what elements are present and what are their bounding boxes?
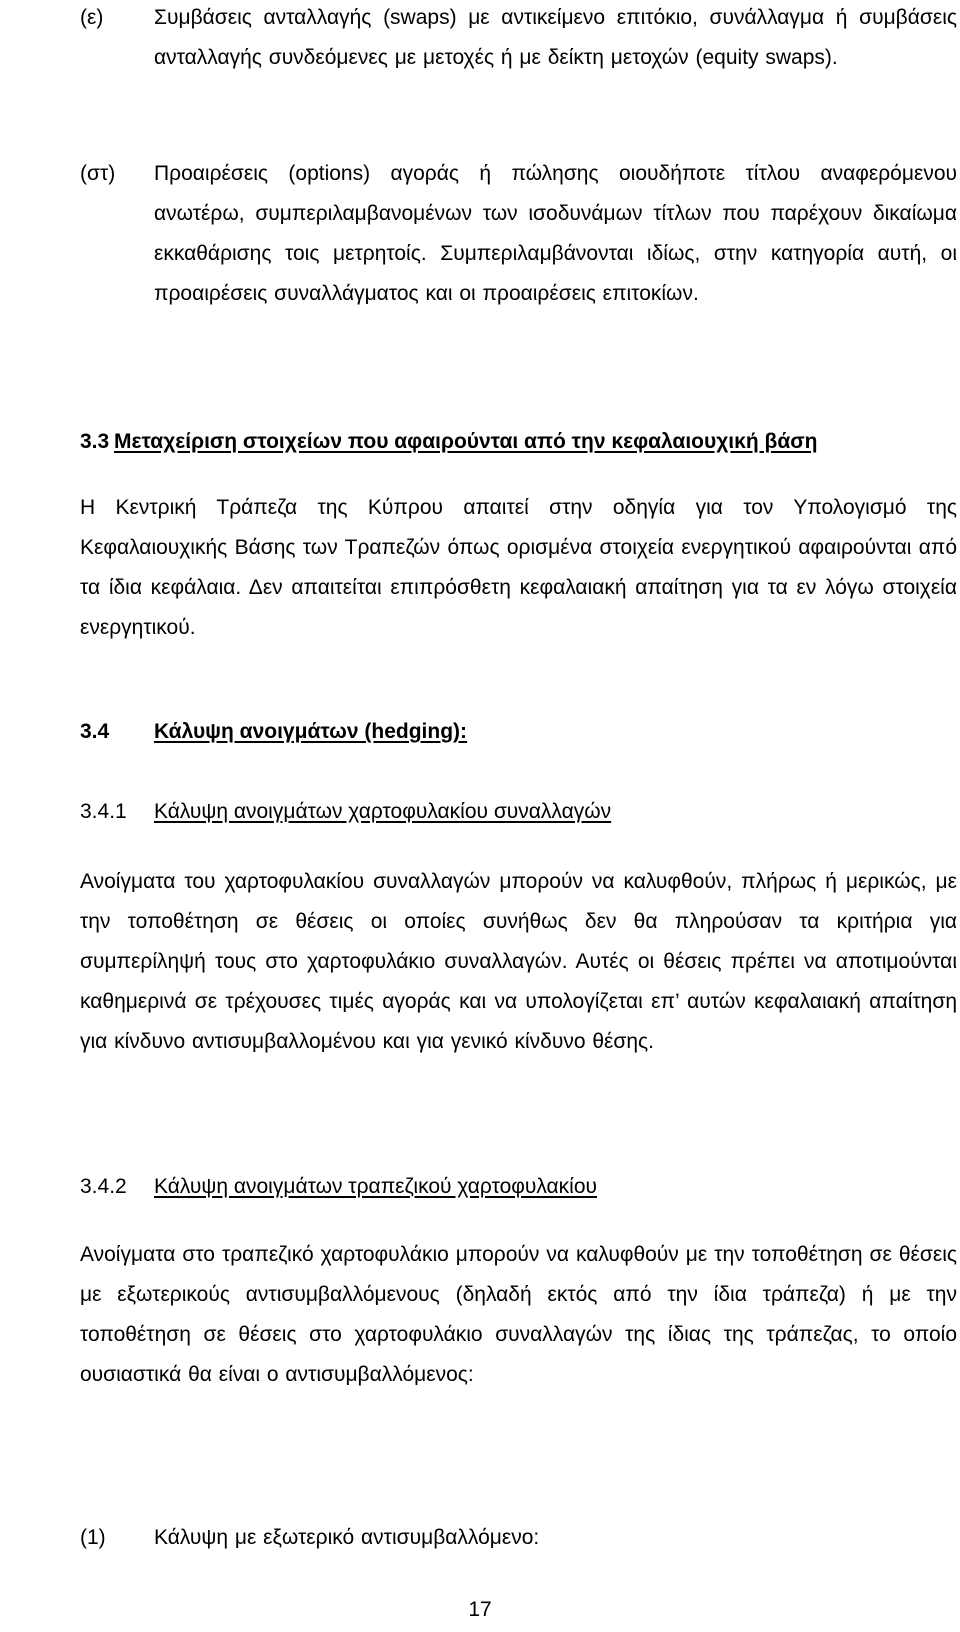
section-title: Κάλυψη ανοιγμάτων (hedging): <box>154 720 468 743</box>
list-item-1 <box>0 1518 960 1558</box>
subsection-number: 3.4.2 <box>80 1175 127 1198</box>
section-title-label: Μεταχείριση στοιχείων που αφαιρούνται από την κεφαλαιουχική βάση <box>114 430 818 453</box>
list-marker: (1) <box>80 1526 106 1549</box>
subsection-paragraph-3-4-2: Ανοίγματα στο τραπεζικό χαρτοφυλάκιο μπορούν να καλυφθούν με την τοποθέτηση σε θέσεις με εξωτερικούς αντισυμβαλλόμενους (δηλαδή εκτός από την ίδια τράπεζα) ή με την τοποθέτηση σε θέσεις στο χαρτοφυλάκιο συναλλαγών της ίδιας της τράπεζας, το οποίο ουσιαστικά θα είναι ο αντισυμβαλλόμενος: <box>80 1243 957 1386</box>
subsection-number: 3.4.1 <box>80 800 127 823</box>
subsection-paragraph-3-4-1: Ανοίγματα του χαρτοφυλακίου συναλλαγών μπορούν να καλυφθούν, πλήρως ή μερικώς, με την τοποθέτηση σε θέσεις οι οποίες συνήθως δεν θα πληρούσαν τα κριτήρια για συμπερίληψή τους στο χαρτοφυλάκιο συναλλαγών. Αυτές οι θέσεις πρέπει να αποτιμούνται καθημερινά σε τρέχουσες τιμές αγοράς και να υπολογίζεται επ’ αυτών κεφαλαιακή απαίτηση για κίνδυνο αντισυμβαλλομένου και για γενικό κίνδυνο θέσης. <box>80 870 957 1053</box>
list-item-text: Κάλυψη με εξωτερικό αντισυμβαλλόμενο: <box>154 1526 540 1549</box>
section-heading-3-3-title <box>0 422 960 462</box>
page-number: 17 <box>468 1598 492 1621</box>
section-title-text <box>79 422 817 462</box>
list-item-st <box>0 154 960 358</box>
section-paragraph-3-3: Η Κεντρική Τράπεζα της Κύπρου απαιτεί στην οδηγία για τον Υπολογισμό της Κεφαλαιουχικής Βάσης των Τραπεζών όπως ορισμένα στοιχεία ενεργητικού αφαιρούνται από τα ίδια κεφάλαια. Δεν απαιτείται επιπρόσθετη κεφαλαιακή απαίτηση για τα εν λόγω στοιχεία ενεργητικού. <box>80 496 957 639</box>
subsection-heading-3-4-1 <box>0 792 960 832</box>
section-number: 3.4 <box>80 720 110 743</box>
list-item-text: Προαιρέσεις (options) αγοράς ή πώλησης οιουδήποτε τίτλου αναφερόμενου ανωτέρω, συμπεριλαμβανομένων των ισοδυνάμων τίτλων που παρέχουν δικαίωμα εκκαθάρισης τοις μετρητοίς. Συμπεριλαμβάνονται ιδίως, στην κατηγορία αυτή, οι προαιρέσεις συναλλάγματος και οι προαιρέσεις επιτοκίων. <box>154 162 957 305</box>
list-marker: (στ) <box>80 162 116 185</box>
section-number: 3.3 <box>80 430 110 453</box>
list-item-text: Συμβάσεις ανταλλαγής (swaps) με αντικείμενο επιτόκιο, συνάλλαγμα ή συμβάσεις ανταλλαγής συνδεόμενες με μετοχές ή με δείκτη μετοχών (equity swaps). <box>154 6 957 69</box>
list-marker: (ε) <box>80 6 104 29</box>
subsection-heading-3-4-2 <box>0 1167 960 1207</box>
subsection-title: Κάλυψη ανοιγμάτων χαρτοφυλακίου συναλλαγών <box>154 800 612 823</box>
subsection-title: Κάλυψη ανοιγμάτων τραπεζικού χαρτοφυλακίου <box>154 1175 598 1198</box>
list-item-e <box>0 0 960 122</box>
section-heading-3-4 <box>0 712 960 752</box>
